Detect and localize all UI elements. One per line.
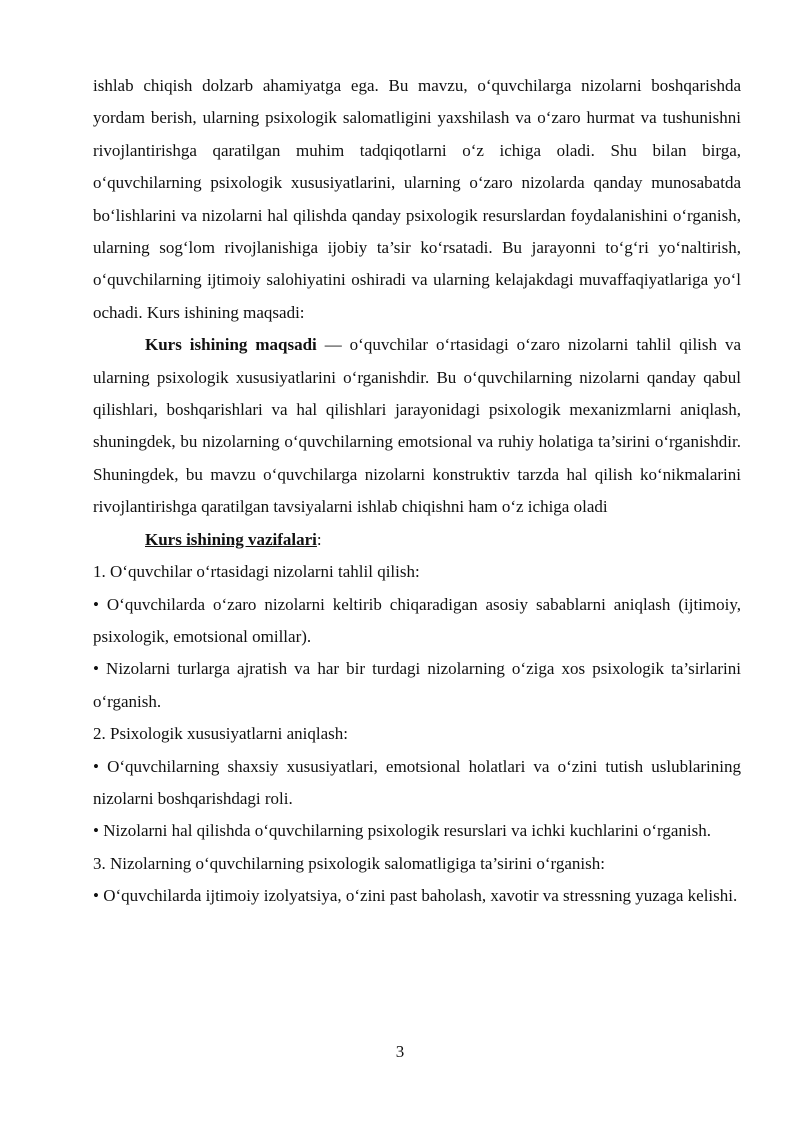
tasks-heading-colon: : — [316, 529, 322, 549]
task-title: 2. Psixologik xususiyatlarni aniqlash: — [93, 724, 348, 744]
task-bullet: • O‘quvchilarning shaxsiy xususiyatlari, emotsional holatlari va o‘zini tutish uslublarining nizolarni boshqarishdagi roli. — [93, 756, 741, 808]
goal-heading: Kurs ishining maqsadi — [145, 335, 317, 355]
tasks-heading: Kurs ishining vazifalari — [145, 529, 317, 549]
task-bullet: • O‘quvchilarda o‘zaro nizolarni keltirib chiqaradigan asosiy sabablarni aniqlash (ijtimoiy, psixologik, emotsional omillar). — [93, 594, 741, 646]
goal-paragraph — [93, 329, 741, 523]
task-bullet: • Nizolarni turlarga ajratish va har bir turdagi nizolarning o‘ziga xos psixologik ta’sirlarini o‘rganish. — [93, 659, 741, 711]
page-content — [93, 70, 741, 913]
task-title: 1. O‘quvchilar o‘rtasidagi nizolarni tahlil qilish: — [93, 562, 420, 582]
tasks-heading-line — [93, 524, 741, 556]
goal-text: — o‘quvchilar o‘rtasidagi o‘zaro nizolarni tahlil qilish va ularning psixologik xususiyatlarini o‘rganishdir. Bu o‘quvchilarning nizolarni qanday qabul qilishlari, boshqarishlari va hal qilishlari jarayonidagi psixologik mexanizmlarni aniqlash, shuningdek, bu nizolarning o‘quvchilarning emotsional va ruhiy holatiga ta’sirini o‘rganishdir. Shuningdek, bu mavzu o‘quvchilarga nizolarni konstruktiv tarzda hal qilish ko‘nikmalarini rivojlantirishga qaratilgan tavsiyalarni ishlab chiqishni ham o‘z ichiga oladi — [93, 335, 741, 517]
page-number: 3 — [395, 1042, 405, 1061]
task-bullet: • O‘quvchilarda ijtimoiy izolyatsiya, o‘zini past baholash, xavotir va stressning yuzaga kelishi. — [93, 886, 738, 906]
intro-paragraph: ishlab chiqish dolzarb ahamiyatga ega. Bu mavzu, o‘quvchilarga nizolarni boshqarishda yordam berish, ularning psixologik salomatligini yaxshilash va o‘zaro hurmat va tushunishni rivojlantirishga qaratilgan muhim tadqiqotlarni o‘z ichiga oladi. Shu bilan birga, o‘quvchilarning psixologik xususiyatlarini, ularning o‘zaro nizolarda qanday munosabatda bo‘lishlarini va nizolarni hal qilishda qanday psixologik resurslardan foydalanishini o‘rganish, ularning sog‘lom rivojlanishiga ijobiy ta’sir ko‘rsatadi. Bu jarayonni to‘g‘ri yo‘naltirish, o‘quvchilarning ijtimoiy salohiyatini oshiradi va ularning kelajakdagi muvaffaqiyatlariga yo‘l ochadi. Kurs ishining maqsadi: — [93, 76, 741, 322]
task-title: 3. Nizolarning o‘quvchilarning psixologik salomatligiga ta’sirini o‘rganish: — [93, 853, 605, 873]
task-bullet: • Nizolarni hal qilishda o‘quvchilarning psixologik resurslari va ichki kuchlarini o‘rganish. — [93, 821, 711, 841]
